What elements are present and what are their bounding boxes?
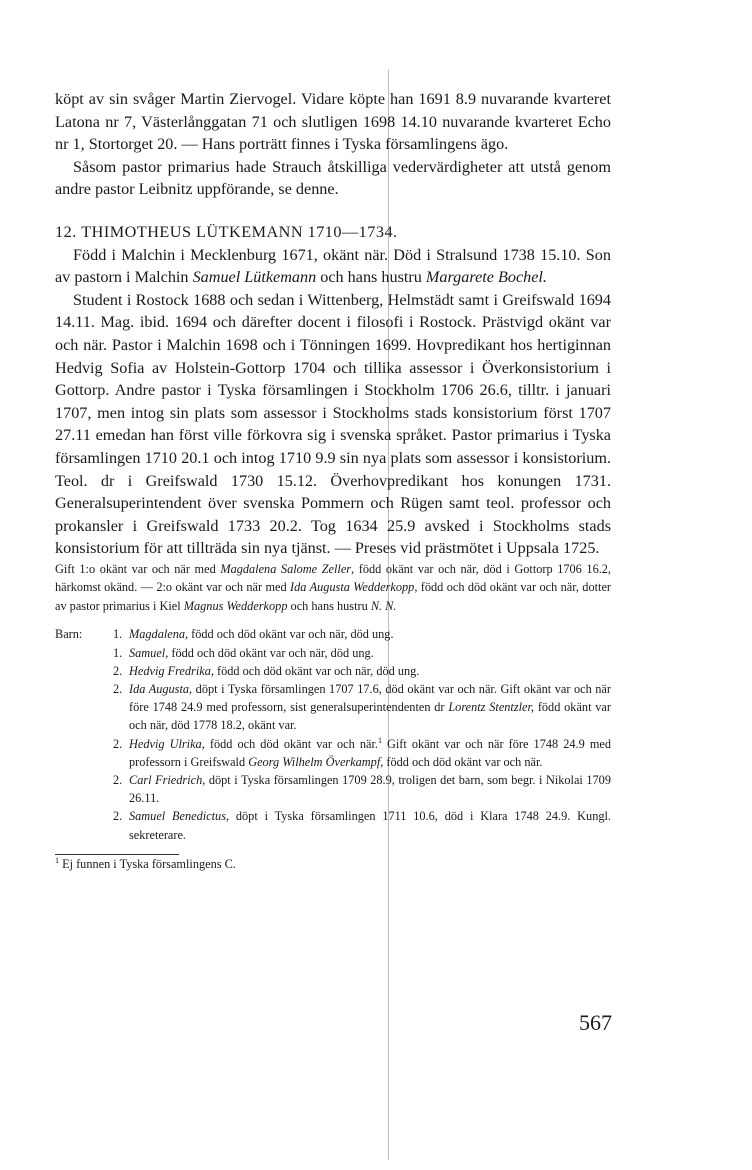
entry-number: 12.	[55, 222, 77, 241]
mother-name: Margarete Bochel.	[425, 268, 547, 287]
child-item	[55, 735, 611, 771]
marriage-text-b: , född okänt var och när, död i Gottorp 1706 16.2, härkomst okänd. — 2:o okänt var och när med	[55, 561, 612, 595]
child-text-2: född okänt var och när, död 1778 18.2, okänt var.	[129, 700, 611, 733]
marriage-text-d: och hans hustru	[287, 598, 371, 613]
child-item	[55, 644, 611, 662]
marriage-text-c: , född och död okänt var och när, dotter av pastor primarius i Kiel	[55, 580, 611, 613]
child-name: Samuel,	[129, 645, 169, 660]
child-marker: 1.	[113, 627, 123, 642]
child-spouse-name: Georg Wilhelm Överkampf,	[248, 754, 384, 769]
child-text: född och död okänt var och när, död ung.	[213, 663, 420, 678]
second-wife-mother-name: N. N.	[370, 598, 397, 613]
entry-career-paragraph: Student i Rostock 1688 och sedan i Wittenberg, Helmstädt samt i Greifswald 1694 14.11. Mag. ibid. 1694 och därefter docent i filosofi i Rostock. Prästvigd okänt var och när. Pastor i Malchin 1698 och i Tönningen 1699. Hovpredikant hos hertiginnan Hedvig Sofia av Holstein-Gottorp 1704 och tillika assessor i Överkonsistorium i Gottorp. Andre pastor i Tyska församlingen i Stockholm 1706 26.6, tilltr. i januari 1707, men intog sin plats som assessor i Stockholms stads konsistorium först 1707 27.11 emedan han först ville förkovra sig i svenska språket. Pastor primarius i Tyska församlingen 1710 20.1 och intog 1710 9.9 sin nya plats som assessor i konsistorium. Teol. dr i Greifswald 1730 15.12. Överhovpredikant hos konungen 1731. Generalsuperintendent över svenska Pommern och Rügen samt teol. professor och prokansler i Greifswald 1733 20.2. Tog 1634 25.9 avsked i Stockholms stads konsistorium för att tillträda sin nya tjänst. — Preses vid prästmötet i Uppsala 1725.	[55, 290, 611, 558]
entry-heading	[55, 221, 611, 244]
second-wife-name: Ida Augusta Wedderkopp	[290, 580, 415, 595]
marriage-paragraph	[55, 560, 611, 616]
child-item	[55, 625, 611, 643]
footnote	[55, 855, 611, 873]
entry-birth-paragraph	[55, 244, 611, 289]
child-name: Carl Friedrich,	[129, 773, 206, 787]
child-item	[55, 807, 611, 843]
child-text: döpt i Tyska församlingen 1711 10.6, död i Klara 1748 24.9. Kungl. sekreterare.	[129, 809, 611, 842]
father-name: Samuel Lütkemann	[192, 268, 317, 287]
child-marker: 2.	[113, 736, 123, 751]
child-text: döpt i Tyska församlingen 1707 17.6, död okänt var och när. Gift okänt var och när före 1748 24.9 med professorn, sist generalsuperintendenten dr	[129, 681, 611, 715]
child-item	[55, 680, 611, 735]
child-name: Magdalena,	[129, 627, 189, 642]
child-name: Ida Augusta,	[129, 681, 193, 696]
child-name: Samuel Benedictus,	[129, 809, 230, 824]
child-item	[55, 771, 611, 807]
child-name: Hedvig Fredrika,	[129, 663, 214, 678]
second-wife-father-name: Magnus Wedderkopp	[183, 598, 288, 613]
marriage-text-a: Gift 1:o okänt var och när med	[55, 561, 221, 576]
intro-paragraph-2: Såsom pastor primarius hade Strauch åtskilliga vedervärdigheter att utstå genom andre pastor Leibnitz uppförande, se denne.	[55, 157, 611, 199]
child-text: född och död okänt var och när, död ung.	[188, 627, 394, 642]
children-label: Barn:	[55, 627, 83, 642]
child-marker: 2.	[113, 681, 123, 696]
child-marker: 2.	[113, 809, 123, 824]
child-text-b: Gift okänt var och när före 1748 24.9 med professorn i Greifswald	[129, 736, 611, 769]
child-text-2: född och död okänt var och när.	[383, 754, 543, 769]
intro-paragraph-1: köpt av sin svåger Martin Ziervogel. Vidare köpte han 1691 8.9 nuvarande kvarteret Latona nr 7, Västerlånggatan 71 och slutligen 1698 14.10 nuvarande kvarteret Echo nr 1, Stortorget 20. — Hans porträtt finnes i Tyska församlingens ägo.	[55, 90, 611, 154]
entry-years: 1710—1734.	[307, 222, 398, 241]
children-list	[55, 625, 611, 843]
footnote-marker: 1	[55, 855, 59, 865]
entry-name: THIMOTHEUS LÜTKEMANN	[81, 222, 304, 241]
page-body	[55, 88, 611, 873]
child-text: döpt i Tyska församlingen 1709 28.9, troligen det barn, som begr. i Nikolai 1709 26.11.	[129, 773, 611, 806]
footnote-text: Ej funnen i Tyska församlingens C.	[62, 856, 236, 871]
child-marker: 1.	[113, 645, 123, 660]
footnote-reference: 1	[377, 735, 382, 745]
birth-text-a: Född i Malchin i Mecklenburg 1671, okänt när. Död i Stralsund 1738 15.10. Son av pastorn i Malchin	[55, 245, 611, 287]
first-wife-name: Magdalena Salome Zeller	[220, 561, 352, 576]
page-number: 567	[579, 1010, 612, 1035]
child-item	[55, 662, 611, 680]
child-marker: 2.	[113, 663, 123, 678]
child-spouse-name: Lorentz Stentzler,	[448, 700, 535, 715]
child-text: född och död okänt var och när, död ung.	[168, 645, 374, 660]
child-name: Hedvig Ulrika,	[129, 736, 205, 751]
birth-text-b: och hans hustru	[316, 268, 426, 287]
child-text: född och död okänt var och när.	[204, 736, 378, 751]
child-marker: 2.	[113, 773, 123, 787]
